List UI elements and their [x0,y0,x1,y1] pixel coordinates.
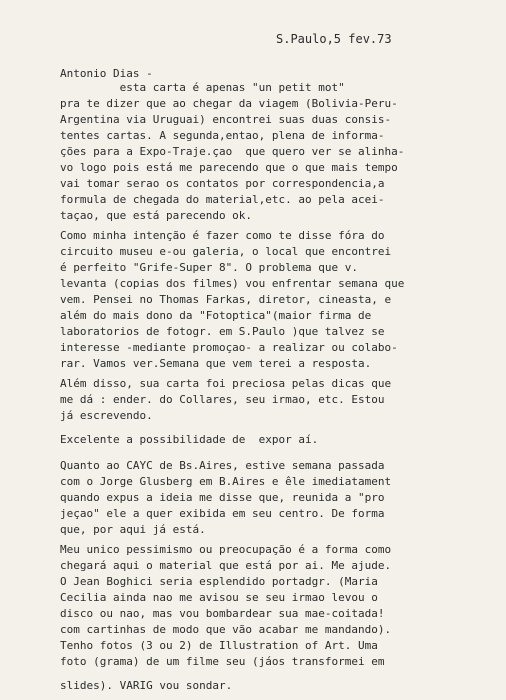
letter-date: S.Paulo,5 fev.73 [276,32,392,46]
text-line: com cartinhas de modo que vão acabar me mandando). [60,623,392,636]
text-line: formula de chegada do material,etc. ao pela acei- [60,193,385,206]
text-line: taçao, que está parecendo ok. [60,209,253,222]
text-line: rar. Vamos ver.Semana que vem terei a resposta. [60,357,372,370]
text-line: com o Jorge Glusberg em B.Aires e êle imediatament [60,475,392,488]
text-line: slides). VARIG vou sondar. [60,679,233,692]
text-line: tentes cartas. A segunda,entao, plena de informa- [60,129,385,142]
text-line: quando expus a ideia me disse que, reunida a "pro [60,491,385,504]
text-line: Excelente a possibilidade de expor aí. [60,433,319,446]
text-line: O Jean Boghici seria esplendido portadgr. (Maria [60,575,378,588]
text-line: Como minha intenção é fazer como te disse fóra do [60,229,385,242]
text-line: Meu unico pessimismo ou preocupação é a forma como [60,543,392,556]
text-line: jeçao" ele a quer exibida em seu centro. De forma [60,507,385,520]
text-line: disco ou nao, mas vou bombardear sua mae-coitada! [60,607,385,620]
text-line: além do mais dono da "Fotoptica"(maior firma de [60,309,372,322]
text-line: me dá : ender. do Collares, seu irmao, etc. Estou [60,393,385,406]
text-line: levanta (copias dos filmes) vou enfrentar semana que [60,277,405,290]
text-line: vai tomar serao os contatos por correspondencia,a [60,177,385,190]
text-line: vem. Pensei no Thomas Farkas, diretor, cineasta, e [60,293,392,306]
text-line: é perfeito "Grife-Super 8". O problema que v. [60,261,359,274]
salutation: Antonio Dias - [60,67,153,80]
text-line: vo logo pois está me parecendo que o que mais tempo [60,161,398,174]
text-line: ções para a Expo-Traje.çao que quero ver se alinha- [60,145,405,158]
text-line: laboratorios de fotogr. em S.Paulo )que talvez se [60,325,385,338]
text-line: que, por aqui já está. [60,523,206,536]
text-line: pra te dizer que ao chegar da viagem (Bolivia-Peru- [60,97,398,110]
text-line: Argentina via Uruguai) encontrei suas duas consis- [60,113,392,126]
text-line: Cecilia ainda nao me avisou se seu irmao levou o [60,591,378,604]
text-line: esta carta é apenas "un petit mot" [60,81,345,94]
text-line: Tenho fotos (3 ou 2) de Illustration of Art. Uma [60,639,378,652]
text-line: já escrevendo. [60,409,153,422]
text-line: circuito museu e-ou galeria, o local que encontrei [60,245,392,258]
text-line: chegará aqui o material que está por ai. Me ajude. [60,559,392,572]
text-line: interesse -mediante promoçao- a realizar ou colabo- [60,341,398,354]
text-line: foto (grama) de um filme seu (jáos transformei em [60,655,385,668]
text-line: Quanto ao CAYC de Bs.Aires, estive semana passada [60,459,385,472]
text-line: Além disso, sua carta foi preciosa pelas dicas que [60,377,392,390]
